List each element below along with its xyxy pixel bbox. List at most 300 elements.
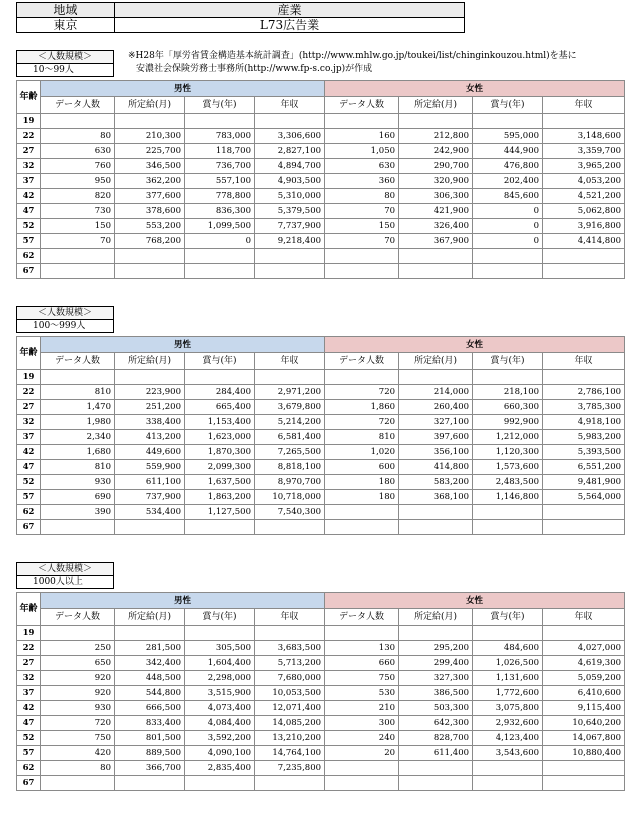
female-value-cell: 295,200 bbox=[399, 641, 473, 656]
female-value-cell: 1,120,300 bbox=[473, 445, 543, 460]
table-row bbox=[17, 445, 625, 460]
male-value-cell: 338,400 bbox=[115, 415, 185, 430]
male-value-cell bbox=[255, 114, 325, 129]
female-value-cell: 70 bbox=[325, 234, 399, 249]
male-header: 男性 bbox=[41, 81, 325, 97]
male-value-cell: 449,600 bbox=[115, 445, 185, 460]
male-value-cell: 5,214,200 bbox=[255, 415, 325, 430]
male-value-cell: 7,540,300 bbox=[255, 505, 325, 520]
age-cell: 27 bbox=[17, 144, 41, 159]
female-value-cell: 367,900 bbox=[399, 234, 473, 249]
male-header: 男性 bbox=[41, 593, 325, 609]
male-value-cell: 810 bbox=[41, 385, 115, 400]
male-value-cell: 630 bbox=[41, 144, 115, 159]
female-value-cell: 10,880,400 bbox=[543, 746, 625, 761]
male-value-cell: 413,200 bbox=[115, 430, 185, 445]
male-value-cell: 5,379,500 bbox=[255, 204, 325, 219]
age-cell: 22 bbox=[17, 385, 41, 400]
age-header: 年齢 bbox=[17, 593, 41, 626]
table-row bbox=[17, 626, 625, 641]
table-row bbox=[17, 686, 625, 701]
female-value-cell bbox=[399, 520, 473, 535]
male-value-cell: 13,210,200 bbox=[255, 731, 325, 746]
female-value-cell: 1,050 bbox=[325, 144, 399, 159]
male-value-cell: 2,835,400 bbox=[185, 761, 255, 776]
female-value-cell bbox=[325, 264, 399, 279]
column-header-bonus: 賞与(年) bbox=[473, 97, 543, 114]
female-value-cell: 9,115,400 bbox=[543, 701, 625, 716]
male-value-cell bbox=[41, 776, 115, 791]
male-value-cell bbox=[255, 264, 325, 279]
female-value-cell bbox=[325, 626, 399, 641]
age-cell: 47 bbox=[17, 460, 41, 475]
female-value-cell: 0 bbox=[473, 219, 543, 234]
female-value-cell: 5,983,200 bbox=[543, 430, 625, 445]
female-value-cell: 3,965,200 bbox=[543, 159, 625, 174]
male-value-cell: 223,900 bbox=[115, 385, 185, 400]
age-cell: 67 bbox=[17, 520, 41, 535]
table-row bbox=[17, 204, 625, 219]
column-header-count: データ人数 bbox=[325, 609, 399, 626]
table-row bbox=[17, 475, 625, 490]
male-value-cell: 920 bbox=[41, 671, 115, 686]
size-badge: ＜人数規模＞ bbox=[16, 306, 114, 320]
table-row bbox=[17, 249, 625, 264]
male-value-cell bbox=[185, 370, 255, 385]
female-value-cell: 444,900 bbox=[473, 144, 543, 159]
age-cell: 42 bbox=[17, 445, 41, 460]
male-value-cell: 1,099,500 bbox=[185, 219, 255, 234]
female-value-cell: 3,359,700 bbox=[543, 144, 625, 159]
table-row bbox=[17, 234, 625, 249]
table-row bbox=[17, 701, 625, 716]
male-value-cell: 7,235,800 bbox=[255, 761, 325, 776]
age-cell: 22 bbox=[17, 129, 41, 144]
table-row bbox=[17, 671, 625, 686]
female-value-cell: 5,062,800 bbox=[543, 204, 625, 219]
age-cell: 19 bbox=[17, 370, 41, 385]
female-value-cell: 660,300 bbox=[473, 400, 543, 415]
table-row bbox=[17, 731, 625, 746]
female-value-cell bbox=[473, 370, 543, 385]
male-value-cell: 930 bbox=[41, 475, 115, 490]
female-value-cell: 4,521,200 bbox=[543, 189, 625, 204]
age-cell: 62 bbox=[17, 505, 41, 520]
female-value-cell: 70 bbox=[325, 204, 399, 219]
table-row bbox=[17, 505, 625, 520]
male-value-cell bbox=[255, 520, 325, 535]
male-value-cell: 3,306,600 bbox=[255, 129, 325, 144]
female-value-cell: 212,800 bbox=[399, 129, 473, 144]
female-value-cell bbox=[325, 114, 399, 129]
male-value-cell: 1,637,500 bbox=[185, 475, 255, 490]
table-row bbox=[17, 761, 625, 776]
column-header-annual: 年収 bbox=[543, 97, 625, 114]
male-value-cell bbox=[185, 249, 255, 264]
male-value-cell: 2,099,300 bbox=[185, 460, 255, 475]
female-value-cell bbox=[543, 626, 625, 641]
male-value-cell: 420 bbox=[41, 746, 115, 761]
column-header-annual: 年収 bbox=[255, 609, 325, 626]
female-header: 女性 bbox=[325, 337, 625, 353]
industry-label: 産業 bbox=[115, 3, 465, 18]
male-value-cell bbox=[115, 626, 185, 641]
female-value-cell: 130 bbox=[325, 641, 399, 656]
female-value-cell: 3,148,600 bbox=[543, 129, 625, 144]
table-row bbox=[17, 385, 625, 400]
female-value-cell: 720 bbox=[325, 385, 399, 400]
age-cell: 62 bbox=[17, 249, 41, 264]
male-value-cell bbox=[255, 249, 325, 264]
male-value-cell: 305,500 bbox=[185, 641, 255, 656]
female-value-cell: 214,000 bbox=[399, 385, 473, 400]
age-cell: 32 bbox=[17, 671, 41, 686]
source-note-line-2: 安濃社会保険労務士事務所(http://www.fp-s.co.jp)が作成 bbox=[136, 64, 373, 74]
female-value-cell: 356,100 bbox=[399, 445, 473, 460]
male-value-cell: 250 bbox=[41, 641, 115, 656]
column-header-salary: 所定給(月) bbox=[115, 609, 185, 626]
age-cell: 32 bbox=[17, 159, 41, 174]
table-row bbox=[17, 415, 625, 430]
male-value-cell: 4,903,500 bbox=[255, 174, 325, 189]
male-value-cell: 390 bbox=[41, 505, 115, 520]
male-value-cell: 4,073,400 bbox=[185, 701, 255, 716]
female-value-cell: 10,640,200 bbox=[543, 716, 625, 731]
age-cell: 57 bbox=[17, 234, 41, 249]
table-row bbox=[17, 129, 625, 144]
female-value-cell: 80 bbox=[325, 189, 399, 204]
female-value-cell: 6,551,200 bbox=[543, 460, 625, 475]
table-row bbox=[17, 746, 625, 761]
column-header-bonus: 賞与(年) bbox=[473, 353, 543, 370]
male-value-cell: 833,400 bbox=[115, 716, 185, 731]
table-row bbox=[17, 174, 625, 189]
female-value-cell: 660 bbox=[325, 656, 399, 671]
male-value-cell: 3,592,200 bbox=[185, 731, 255, 746]
male-value-cell: 1,604,400 bbox=[185, 656, 255, 671]
female-value-cell bbox=[473, 264, 543, 279]
female-value-cell: 202,400 bbox=[473, 174, 543, 189]
column-header-annual: 年収 bbox=[543, 353, 625, 370]
column-header-salary: 所定給(月) bbox=[115, 353, 185, 370]
male-value-cell bbox=[41, 114, 115, 129]
female-value-cell: 810 bbox=[325, 430, 399, 445]
column-header-bonus: 賞与(年) bbox=[473, 609, 543, 626]
table-row bbox=[17, 716, 625, 731]
male-value-cell: 284,400 bbox=[185, 385, 255, 400]
male-value-cell bbox=[185, 114, 255, 129]
male-value-cell: 736,700 bbox=[185, 159, 255, 174]
male-value-cell: 281,500 bbox=[115, 641, 185, 656]
female-value-cell: 5,564,000 bbox=[543, 490, 625, 505]
size-badge: ＜人数規模＞ bbox=[16, 50, 114, 64]
male-value-cell bbox=[255, 626, 325, 641]
size-value: 1000人以上 bbox=[16, 576, 114, 589]
table-row bbox=[17, 490, 625, 505]
female-value-cell bbox=[325, 776, 399, 791]
column-header-bonus: 賞与(年) bbox=[185, 609, 255, 626]
female-value-cell: 3,916,800 bbox=[543, 219, 625, 234]
male-value-cell: 14,764,100 bbox=[255, 746, 325, 761]
male-value-cell bbox=[185, 520, 255, 535]
female-value-cell: 180 bbox=[325, 490, 399, 505]
male-value-cell: 4,894,700 bbox=[255, 159, 325, 174]
female-value-cell bbox=[325, 370, 399, 385]
male-value-cell bbox=[115, 264, 185, 279]
male-value-cell bbox=[255, 776, 325, 791]
male-value-cell bbox=[185, 776, 255, 791]
female-value-cell: 6,410,600 bbox=[543, 686, 625, 701]
female-value-cell bbox=[543, 370, 625, 385]
male-value-cell bbox=[255, 370, 325, 385]
male-value-cell bbox=[41, 370, 115, 385]
table-row bbox=[17, 430, 625, 445]
male-value-cell: 836,300 bbox=[185, 204, 255, 219]
female-value-cell: 611,400 bbox=[399, 746, 473, 761]
female-value-cell: 4,918,100 bbox=[543, 415, 625, 430]
male-value-cell bbox=[41, 264, 115, 279]
column-header-bonus: 賞与(年) bbox=[185, 353, 255, 370]
male-value-cell: 801,500 bbox=[115, 731, 185, 746]
age-cell: 57 bbox=[17, 746, 41, 761]
female-value-cell bbox=[325, 761, 399, 776]
female-value-cell: 1,212,000 bbox=[473, 430, 543, 445]
female-value-cell: 290,700 bbox=[399, 159, 473, 174]
female-value-cell: 150 bbox=[325, 219, 399, 234]
female-value-cell: 421,900 bbox=[399, 204, 473, 219]
male-value-cell: 559,900 bbox=[115, 460, 185, 475]
female-value-cell: 595,000 bbox=[473, 129, 543, 144]
male-value-cell: 4,084,400 bbox=[185, 716, 255, 731]
male-value-cell: 9,218,400 bbox=[255, 234, 325, 249]
column-header-annual: 年収 bbox=[255, 97, 325, 114]
table-row bbox=[17, 776, 625, 791]
table-row bbox=[17, 219, 625, 234]
female-value-cell bbox=[325, 520, 399, 535]
column-header-annual: 年収 bbox=[255, 353, 325, 370]
region-value: 東京 bbox=[17, 18, 115, 33]
column-header-salary: 所定給(月) bbox=[115, 97, 185, 114]
female-value-cell bbox=[543, 505, 625, 520]
male-value-cell: 611,100 bbox=[115, 475, 185, 490]
male-value-cell: 251,200 bbox=[115, 400, 185, 415]
female-value-cell bbox=[399, 626, 473, 641]
male-value-cell: 778,800 bbox=[185, 189, 255, 204]
male-value-cell: 557,100 bbox=[185, 174, 255, 189]
male-value-cell: 750 bbox=[41, 731, 115, 746]
age-cell: 42 bbox=[17, 701, 41, 716]
female-value-cell: 845,600 bbox=[473, 189, 543, 204]
male-value-cell: 1,623,000 bbox=[185, 430, 255, 445]
male-value-cell: 544,800 bbox=[115, 686, 185, 701]
male-value-cell: 1,127,500 bbox=[185, 505, 255, 520]
female-value-cell: 530 bbox=[325, 686, 399, 701]
female-value-cell: 240 bbox=[325, 731, 399, 746]
male-value-cell: 14,085,200 bbox=[255, 716, 325, 731]
male-value-cell: 2,298,000 bbox=[185, 671, 255, 686]
female-value-cell bbox=[399, 505, 473, 520]
female-value-cell: 503,300 bbox=[399, 701, 473, 716]
column-header-count: データ人数 bbox=[325, 97, 399, 114]
table-row bbox=[17, 159, 625, 174]
table-row bbox=[17, 264, 625, 279]
female-value-cell: 320,900 bbox=[399, 174, 473, 189]
female-value-cell bbox=[325, 249, 399, 264]
table-row bbox=[17, 656, 625, 671]
female-value-cell: 4,027,000 bbox=[543, 641, 625, 656]
female-value-cell: 386,500 bbox=[399, 686, 473, 701]
size-badge: ＜人数規模＞ bbox=[16, 562, 114, 576]
age-cell: 67 bbox=[17, 776, 41, 791]
female-value-cell: 1,860 bbox=[325, 400, 399, 415]
male-value-cell: 3,679,800 bbox=[255, 400, 325, 415]
male-value-cell: 70 bbox=[41, 234, 115, 249]
female-value-cell: 306,300 bbox=[399, 189, 473, 204]
age-cell: 19 bbox=[17, 114, 41, 129]
age-cell: 27 bbox=[17, 656, 41, 671]
table-row bbox=[17, 400, 625, 415]
female-value-cell: 750 bbox=[325, 671, 399, 686]
male-value-cell: 820 bbox=[41, 189, 115, 204]
female-value-cell: 299,400 bbox=[399, 656, 473, 671]
male-value-cell: 920 bbox=[41, 686, 115, 701]
female-value-cell bbox=[399, 776, 473, 791]
female-value-cell: 3,543,600 bbox=[473, 746, 543, 761]
female-value-cell: 1,573,600 bbox=[473, 460, 543, 475]
male-value-cell: 118,700 bbox=[185, 144, 255, 159]
industry-value: L73広告業 bbox=[115, 18, 465, 33]
age-cell: 19 bbox=[17, 626, 41, 641]
female-value-cell: 1,131,600 bbox=[473, 671, 543, 686]
female-value-cell: 1,772,600 bbox=[473, 686, 543, 701]
male-value-cell bbox=[115, 114, 185, 129]
male-value-cell: 3,515,900 bbox=[185, 686, 255, 701]
male-value-cell: 342,400 bbox=[115, 656, 185, 671]
female-value-cell bbox=[473, 114, 543, 129]
male-value-cell: 12,071,400 bbox=[255, 701, 325, 716]
male-value-cell: 690 bbox=[41, 490, 115, 505]
female-value-cell: 327,100 bbox=[399, 415, 473, 430]
male-value-cell bbox=[115, 249, 185, 264]
male-value-cell: 4,090,100 bbox=[185, 746, 255, 761]
male-value-cell bbox=[115, 776, 185, 791]
female-value-cell bbox=[399, 761, 473, 776]
age-cell: 62 bbox=[17, 761, 41, 776]
female-header: 女性 bbox=[325, 593, 625, 609]
column-header-count: データ人数 bbox=[41, 97, 115, 114]
female-value-cell bbox=[543, 264, 625, 279]
female-value-cell: 210 bbox=[325, 701, 399, 716]
male-value-cell bbox=[41, 520, 115, 535]
male-value-cell: 2,827,100 bbox=[255, 144, 325, 159]
female-value-cell: 242,900 bbox=[399, 144, 473, 159]
column-header-annual: 年収 bbox=[543, 609, 625, 626]
column-header-count: データ人数 bbox=[325, 353, 399, 370]
male-value-cell bbox=[41, 249, 115, 264]
female-value-cell bbox=[325, 505, 399, 520]
male-value-cell: 225,700 bbox=[115, 144, 185, 159]
female-value-cell: 5,393,500 bbox=[543, 445, 625, 460]
male-value-cell: 650 bbox=[41, 656, 115, 671]
female-value-cell bbox=[473, 776, 543, 791]
male-value-cell: 1,980 bbox=[41, 415, 115, 430]
age-cell: 32 bbox=[17, 415, 41, 430]
female-value-cell: 1,026,500 bbox=[473, 656, 543, 671]
female-value-cell: 3,075,800 bbox=[473, 701, 543, 716]
age-cell: 27 bbox=[17, 400, 41, 415]
male-value-cell: 3,683,500 bbox=[255, 641, 325, 656]
female-value-cell: 4,619,300 bbox=[543, 656, 625, 671]
male-value-cell: 665,400 bbox=[185, 400, 255, 415]
female-value-cell: 260,400 bbox=[399, 400, 473, 415]
male-value-cell: 366,700 bbox=[115, 761, 185, 776]
female-value-cell: 327,300 bbox=[399, 671, 473, 686]
male-value-cell: 6,581,400 bbox=[255, 430, 325, 445]
female-value-cell bbox=[543, 520, 625, 535]
wage-table bbox=[16, 336, 625, 535]
male-value-cell bbox=[41, 626, 115, 641]
table-row bbox=[17, 460, 625, 475]
male-value-cell: 1,470 bbox=[41, 400, 115, 415]
female-value-cell: 300 bbox=[325, 716, 399, 731]
male-value-cell: 378,600 bbox=[115, 204, 185, 219]
female-value-cell: 9,481,900 bbox=[543, 475, 625, 490]
wage-table bbox=[16, 80, 625, 279]
male-value-cell: 1,863,200 bbox=[185, 490, 255, 505]
male-value-cell: 5,713,200 bbox=[255, 656, 325, 671]
female-value-cell: 4,053,200 bbox=[543, 174, 625, 189]
male-value-cell: 2,340 bbox=[41, 430, 115, 445]
female-value-cell: 484,600 bbox=[473, 641, 543, 656]
male-value-cell: 1,680 bbox=[41, 445, 115, 460]
region-label: 地域 bbox=[17, 3, 115, 18]
male-value-cell: 889,500 bbox=[115, 746, 185, 761]
age-header: 年齢 bbox=[17, 81, 41, 114]
male-value-cell: 534,400 bbox=[115, 505, 185, 520]
female-value-cell bbox=[399, 264, 473, 279]
table-row bbox=[17, 189, 625, 204]
age-cell: 37 bbox=[17, 430, 41, 445]
male-value-cell: 930 bbox=[41, 701, 115, 716]
female-value-cell: 5,059,200 bbox=[543, 671, 625, 686]
female-value-cell: 642,300 bbox=[399, 716, 473, 731]
female-value-cell: 4,414,800 bbox=[543, 234, 625, 249]
male-value-cell: 10,718,000 bbox=[255, 490, 325, 505]
female-value-cell bbox=[473, 520, 543, 535]
male-value-cell: 553,200 bbox=[115, 219, 185, 234]
source-note bbox=[128, 50, 638, 76]
male-header: 男性 bbox=[41, 337, 325, 353]
age-cell: 67 bbox=[17, 264, 41, 279]
female-value-cell: 0 bbox=[473, 234, 543, 249]
male-value-cell: 1,870,300 bbox=[185, 445, 255, 460]
column-header-count: データ人数 bbox=[41, 353, 115, 370]
female-value-cell: 414,800 bbox=[399, 460, 473, 475]
age-cell: 22 bbox=[17, 641, 41, 656]
male-value-cell: 7,680,000 bbox=[255, 671, 325, 686]
female-value-cell: 14,067,800 bbox=[543, 731, 625, 746]
female-value-cell bbox=[399, 370, 473, 385]
female-value-cell: 600 bbox=[325, 460, 399, 475]
male-value-cell: 768,200 bbox=[115, 234, 185, 249]
female-value-cell: 326,400 bbox=[399, 219, 473, 234]
female-value-cell bbox=[473, 626, 543, 641]
column-header-count: データ人数 bbox=[41, 609, 115, 626]
female-value-cell bbox=[543, 249, 625, 264]
male-value-cell: 10,053,500 bbox=[255, 686, 325, 701]
female-value-cell: 2,483,500 bbox=[473, 475, 543, 490]
male-value-cell: 150 bbox=[41, 219, 115, 234]
